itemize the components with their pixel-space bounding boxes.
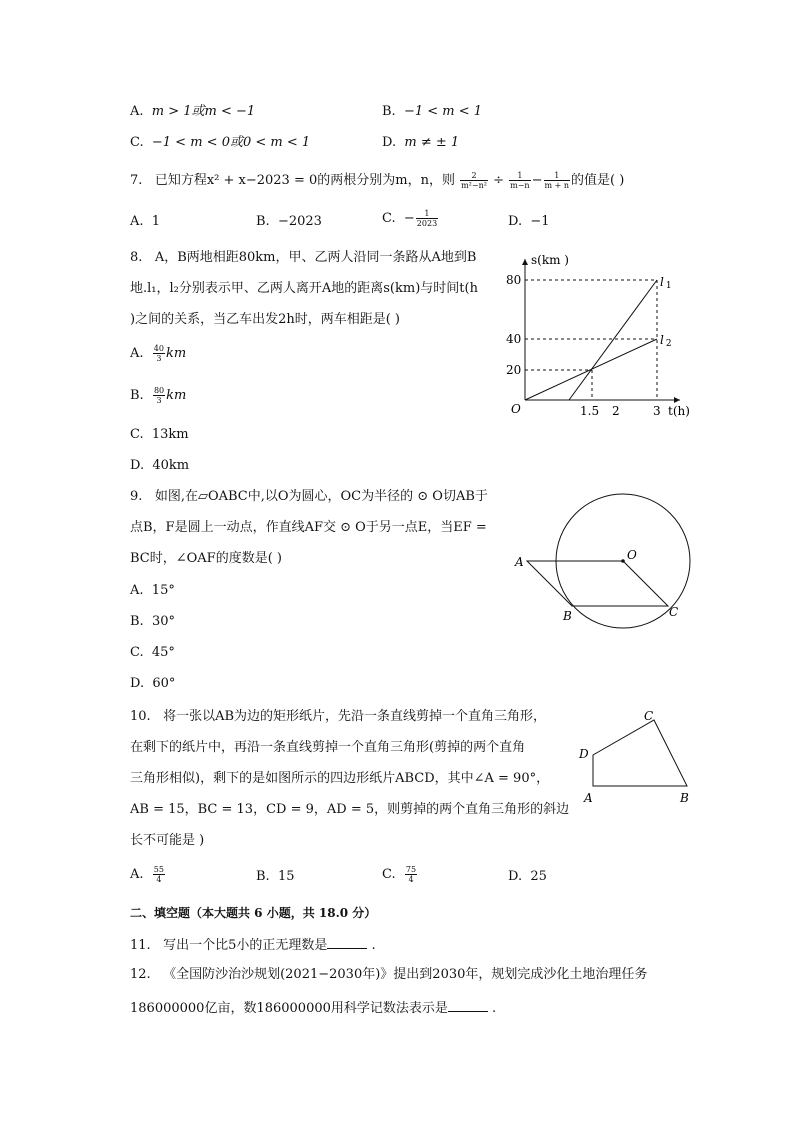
q12-blank[interactable] bbox=[448, 999, 488, 1012]
q7-option-b: B. −2023 bbox=[256, 214, 322, 229]
q7-option-a: A. 1 bbox=[130, 214, 161, 229]
q9-center-dot bbox=[621, 559, 625, 563]
q8-ylabel: s(km ) bbox=[531, 253, 569, 267]
q7-fraction-2: $\frac{1}{m-n}$ bbox=[510, 171, 530, 190]
q8-option-c: C. 13km bbox=[130, 427, 189, 442]
q8-line-l1 bbox=[569, 280, 657, 400]
q8-option-a: A. $\frac{40}{3}$ km bbox=[130, 344, 187, 363]
q10-label-d: D bbox=[579, 747, 589, 761]
q7-fraction-1: $\frac{2}{\text{m²−n²}}$ bbox=[461, 171, 487, 190]
q8-label-l2: l 2 bbox=[660, 333, 672, 349]
q8-tick-80: 80 bbox=[506, 273, 522, 287]
q9-option-d: D. 60° bbox=[130, 676, 176, 691]
q9-line-1: 9. 如图,在▱OABC中,以O为圆心，OC为半径的 ⊙ O切AB于 bbox=[130, 489, 488, 504]
q6-option-a: A. m > 1或m < −1 bbox=[130, 104, 256, 119]
q9-option-a: A. 15° bbox=[130, 583, 175, 598]
q8-label-l1: l 1 bbox=[660, 275, 672, 291]
q10-line-4: AB = 15，BC = 13，CD = 9，AD = 5，则剪掉的两个直角三角形的斜边 bbox=[130, 802, 570, 817]
q11-blank[interactable] bbox=[327, 936, 367, 949]
q7-stem: 7. 已知方程x² + x−2023 = 0的两根分别为m，n，则 $\frac{2}{\text{m²−n²}}$ ÷ $\frac{1}{m-n}$ − $\frac{1}{m + n}$ 的值是( ) bbox=[130, 171, 625, 190]
q8-line-1: 8. A，B两地相距80km，甲、乙两人沿同一条路从A地到B bbox=[130, 250, 477, 265]
q8-option-d: D. 40km bbox=[130, 458, 190, 473]
q10-label-c: C bbox=[644, 709, 654, 723]
q10-line-3: 三角形相似)，剩下的是如图所示的四边形纸片ABCD，其中∠A = 90°， bbox=[130, 771, 550, 786]
q10-quadrilateral bbox=[593, 720, 687, 786]
q9-label-o: O bbox=[627, 548, 637, 562]
q8-distance-time-graph bbox=[500, 245, 700, 425]
q7-fraction-3: $\frac{1}{m + n}$ bbox=[544, 171, 570, 190]
q8-tick-40: 40 bbox=[506, 332, 522, 346]
q9-label-c: C bbox=[669, 605, 679, 619]
q7-number: 7. bbox=[130, 173, 143, 188]
q9-line-3: BC时，∠OAF的度数是( ) bbox=[130, 551, 282, 566]
q9-line-2: 点B，F是圆上一动点，作直线AF交 ⊙ O于另一点E，当EF = bbox=[130, 520, 487, 535]
q8-line-2: 地.l₁，l₂分别表示甲、乙两人离开A地的距离s(km)与时间t(h bbox=[130, 281, 478, 296]
q11: 11. 写出一个比5小的正无理数是 . bbox=[130, 938, 376, 953]
q8-tick-2: 2 bbox=[612, 404, 620, 418]
q9-option-c: C. 45° bbox=[130, 645, 175, 660]
q9-label-b: B bbox=[563, 609, 572, 623]
q8-line-3: )之间的关系，当乙车出发2h时，两车相距是( ) bbox=[130, 312, 400, 327]
q10-option-d: D. 25 bbox=[508, 869, 547, 884]
q9-option-b: B. 30° bbox=[130, 614, 175, 629]
q8-origin: O bbox=[511, 402, 521, 416]
q8-xlabel: t(h) bbox=[668, 404, 690, 418]
q6-option-b: B. −1 < m < 1 bbox=[382, 104, 483, 119]
q10-line-5: 长不可能是 ) bbox=[130, 833, 205, 848]
section-2-title: 二、填空题（本大题共 6 小题，共 18.0 分） bbox=[130, 906, 377, 920]
q8-option-b: B. $\frac{80}{3}$ km bbox=[130, 386, 187, 405]
q12-line-2: 186000000亿亩，数186000000用科学记数法表示是 . bbox=[130, 1001, 497, 1016]
q6-option-d: D. m ≠ ± 1 bbox=[382, 135, 460, 150]
q9-label-a: A bbox=[515, 555, 524, 569]
q8-tick-3: 3 bbox=[653, 404, 661, 418]
q6-option-c: C. −1 < m < 0或0 < m < 1 bbox=[130, 135, 311, 150]
q10-option-b: B. 15 bbox=[256, 869, 295, 884]
q10-option-c: C. $\frac{75}{4}$ bbox=[382, 865, 417, 884]
q10-line-1: 10. 将一张以AB为边的矩形纸片，先沿一条直线剪掉一个直角三角形， bbox=[130, 709, 547, 724]
q10-quadrilateral-figure bbox=[575, 705, 700, 810]
q10-line-2: 在剩下的纸片中，再沿一条直线剪掉一个直角三角形(剪掉的两个直角 bbox=[130, 740, 526, 755]
q7-option-c: C. − $\frac{1}{2023}$ bbox=[382, 209, 438, 228]
q9-parallelogram bbox=[527, 561, 668, 606]
q7-option-d: D. −1 bbox=[508, 214, 550, 229]
q9-circle-parallelogram-figure bbox=[510, 485, 700, 630]
q8-tick-20: 20 bbox=[506, 363, 522, 377]
q12-line-1: 12. 《全国防沙治沙规划(2021−2030年)》提出到2030年，规划完成沙化土地治理任务 bbox=[130, 967, 648, 982]
q10-label-a: A bbox=[584, 791, 593, 805]
q10-option-a: A. $\frac{55}{4}$ bbox=[130, 865, 164, 884]
q10-label-b: B bbox=[680, 791, 689, 805]
q8-tick-1.5: 1.5 bbox=[580, 404, 600, 418]
